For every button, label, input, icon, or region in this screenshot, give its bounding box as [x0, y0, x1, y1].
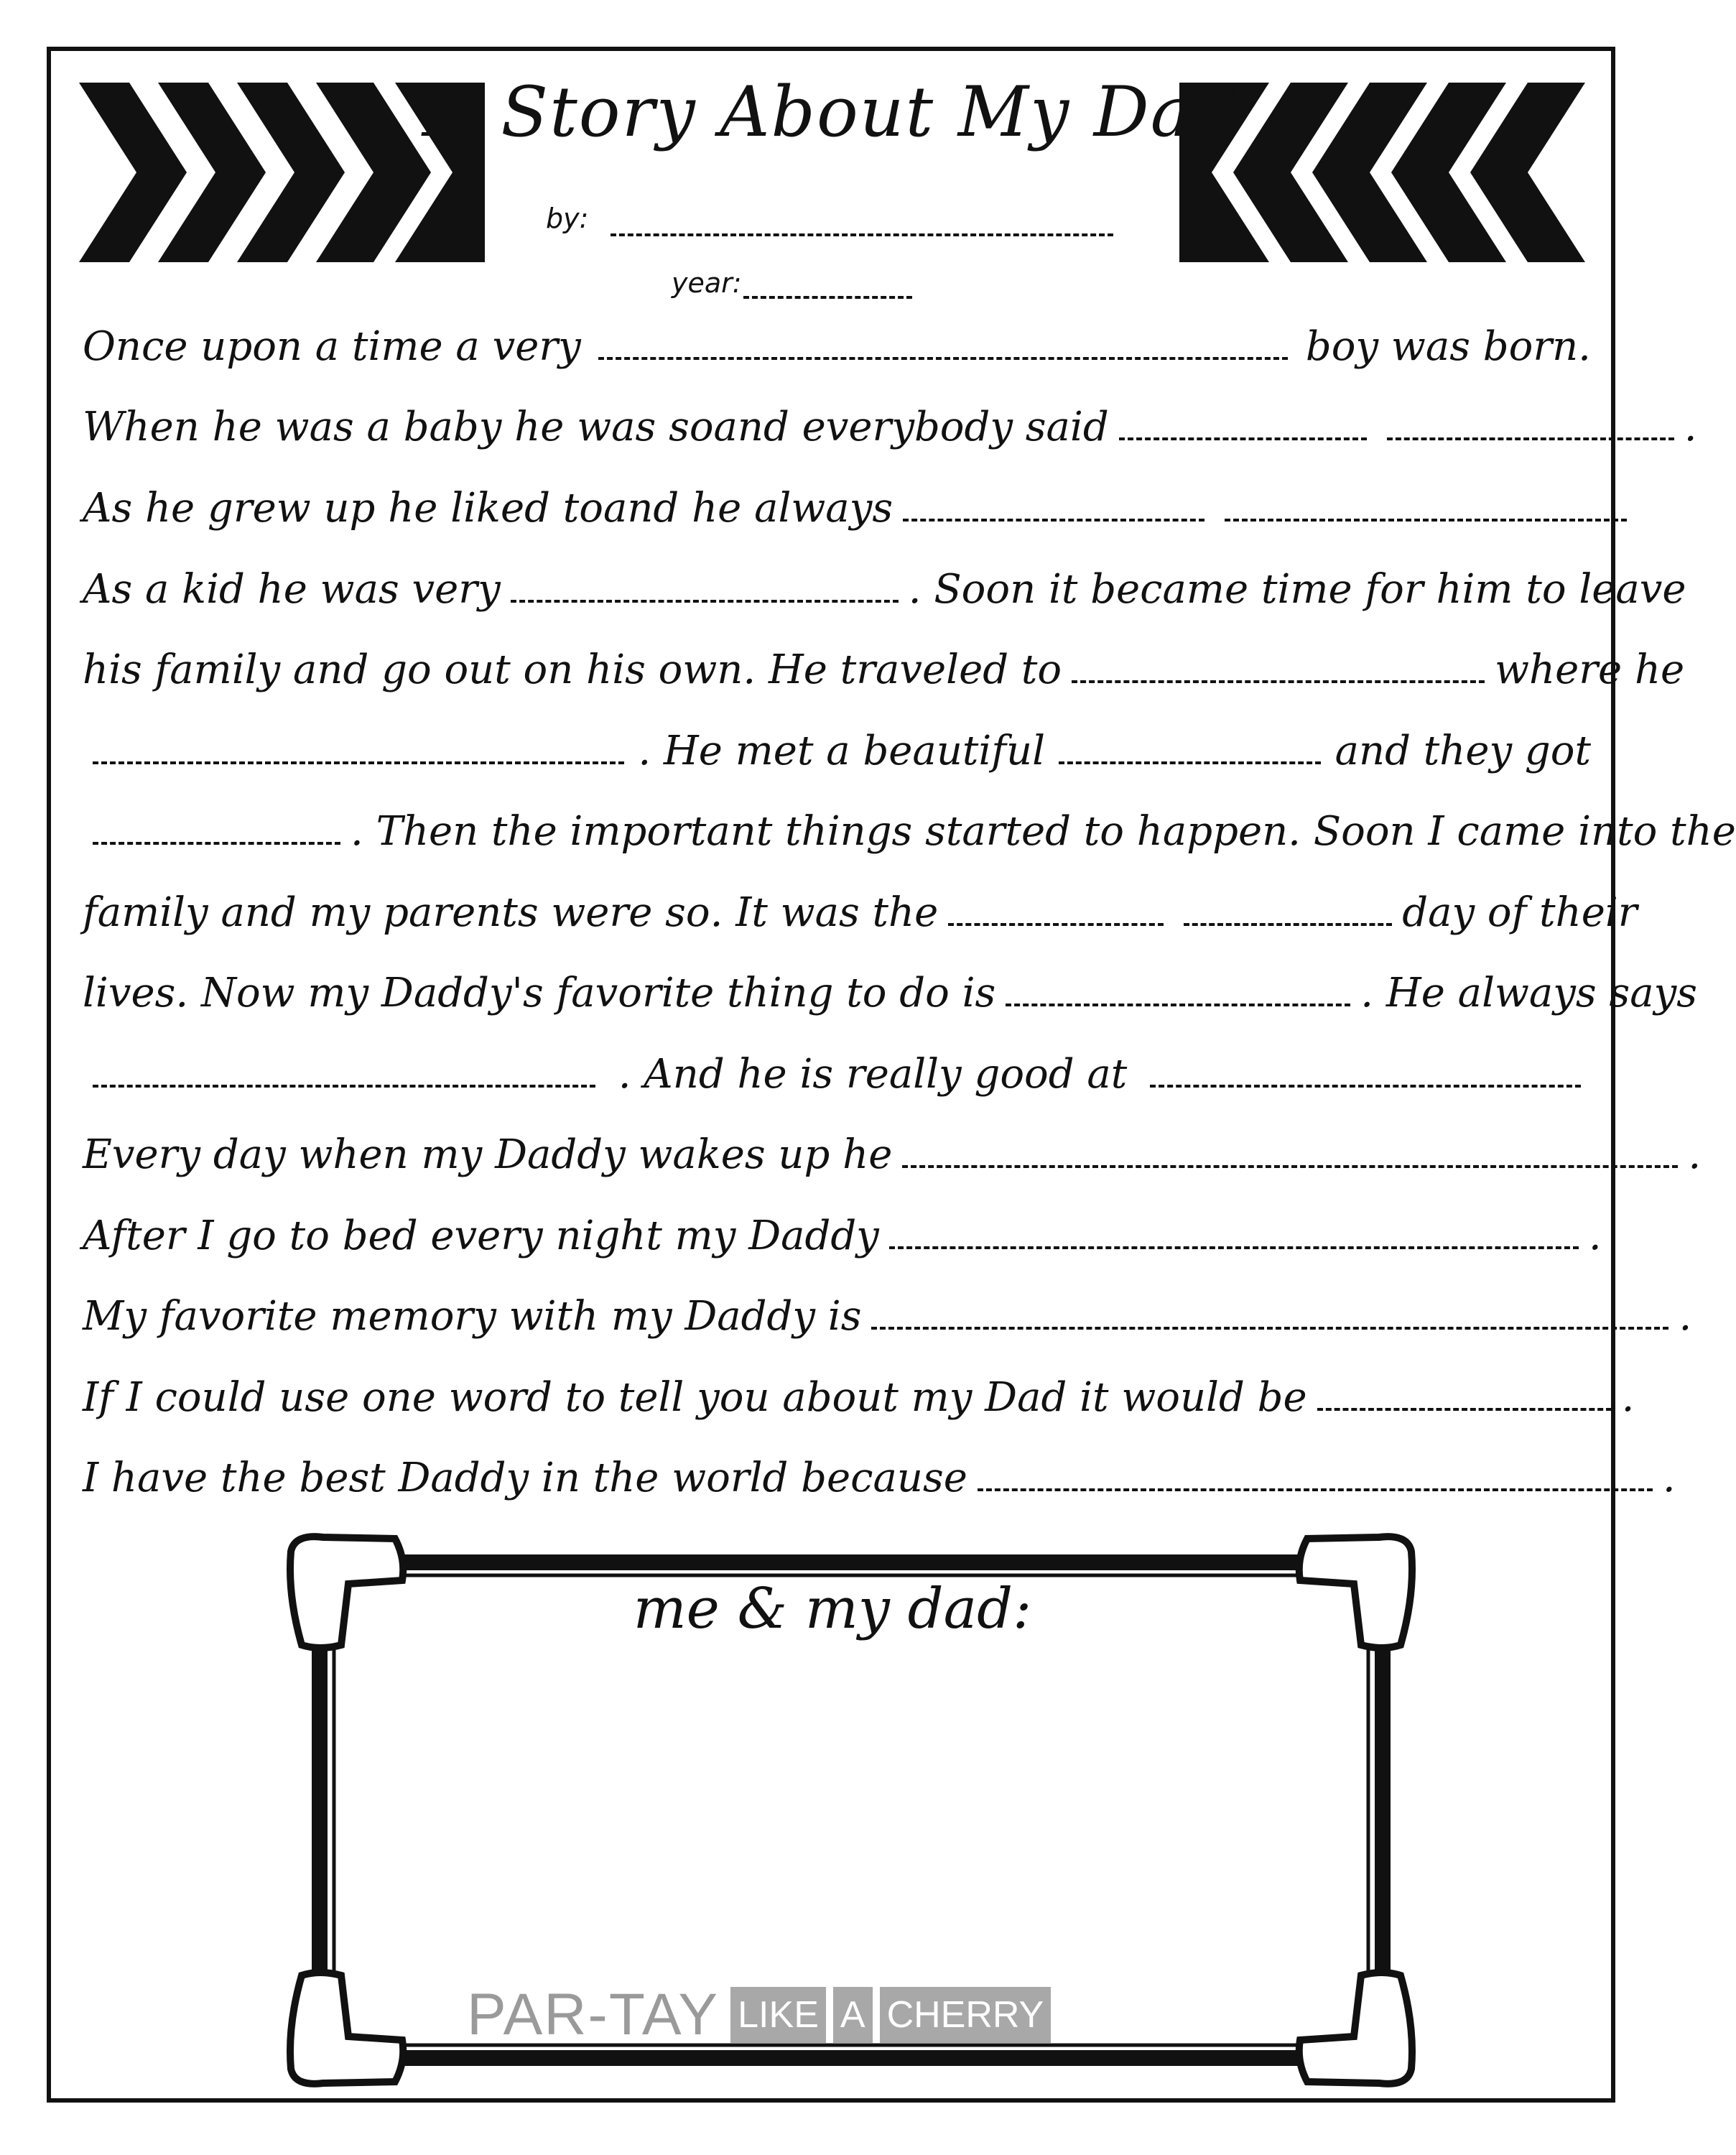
story-line	[83, 955, 1697, 1016]
year-blank[interactable]	[743, 296, 912, 299]
story-text: After I go to bed every night my Daddy	[83, 1213, 879, 1259]
fill-in-blank[interactable]	[598, 357, 1288, 360]
fill-in-blank[interactable]	[1225, 519, 1627, 522]
fill-in-blank[interactable]	[93, 1085, 595, 1088]
story-text: As a kid he was very	[83, 566, 501, 613]
story-text: Once upon a time a very	[83, 323, 581, 370]
story-line	[83, 794, 1736, 855]
story-text: As he grew up he liked to	[83, 485, 603, 532]
fill-in-blank[interactable]	[93, 842, 340, 845]
logo-banner-flag: CHERRY	[880, 1987, 1052, 2043]
story-text: . Then the important things started to happen. Soon I came into the	[351, 808, 1736, 855]
story-line	[83, 1198, 1602, 1259]
fill-in-blank[interactable]	[902, 1165, 1678, 1168]
fill-in-blank[interactable]	[1317, 1408, 1612, 1411]
story-text: . And he is really good at	[618, 1051, 1128, 1098]
story-text: .	[1688, 1131, 1702, 1178]
by-blank[interactable]	[611, 233, 1113, 236]
fill-in-blank[interactable]	[1072, 680, 1485, 683]
fill-in-blank[interactable]	[978, 1488, 1653, 1491]
story-text: .	[1684, 404, 1697, 450]
story-line	[83, 713, 1591, 774]
logo-banner-flag: A	[833, 1987, 873, 2043]
page-title: A Story About My Dad	[426, 72, 1239, 152]
story-text: and everybody said	[713, 404, 1109, 450]
fill-in-blank[interactable]	[903, 519, 1204, 522]
fill-in-blank[interactable]	[948, 923, 1164, 926]
logo-banner-flag: LIKE	[730, 1987, 826, 2043]
story-line	[83, 1360, 1635, 1421]
frame-caption: me & my dad:	[633, 1577, 1032, 1641]
story-line	[83, 552, 1686, 613]
fill-in-blank[interactable]	[511, 600, 899, 603]
story-line	[83, 1037, 1591, 1098]
fill-in-blank[interactable]	[1119, 437, 1367, 440]
story-text: .	[1621, 1374, 1635, 1421]
story-text: boy was born.	[1305, 323, 1591, 370]
fill-in-blank[interactable]	[1184, 923, 1392, 926]
story-text: . He always says	[1360, 970, 1697, 1016]
story-text: . It was the	[710, 889, 939, 936]
year-label: year:	[672, 267, 742, 299]
story-text: My favorite memory with my Daddy is	[83, 1293, 862, 1340]
story-text: When he was a baby he was so	[83, 404, 714, 450]
story-text: lives. Now my Daddy's favorite thing to do is	[83, 970, 996, 1016]
brand-logo	[467, 1979, 1051, 2051]
story-text: family and my parents were so	[83, 889, 710, 936]
story-text: Every day when my Daddy wakes up he	[83, 1131, 893, 1178]
fill-in-blank[interactable]	[1006, 1004, 1350, 1006]
story-text: and they got	[1335, 728, 1591, 774]
story-text: I have the best Daddy in the world because	[83, 1455, 967, 1501]
fill-in-blank[interactable]	[93, 761, 624, 764]
story-text: day of their	[1402, 889, 1638, 936]
logo-text: PAR-TAY	[467, 1982, 720, 2047]
story-text: .	[1662, 1455, 1676, 1501]
fill-in-blank[interactable]	[1059, 761, 1321, 764]
story-text: his family and go out on his own. He traveled to	[83, 646, 1062, 693]
fill-in-blank[interactable]	[889, 1246, 1579, 1249]
story-line	[83, 1117, 1702, 1178]
story-line	[83, 875, 1638, 936]
story-text: . He met a beautiful	[638, 728, 1045, 774]
logo-banner	[730, 1987, 1051, 2043]
story-line	[83, 1279, 1692, 1340]
story-text: If I could use one word to tell you about my Dad it would be	[83, 1374, 1307, 1421]
story-line	[83, 632, 1685, 693]
story-text: and he always	[603, 485, 893, 532]
story-line	[83, 309, 1591, 370]
fill-in-blank[interactable]	[1150, 1085, 1581, 1088]
story-text: .	[1588, 1213, 1602, 1259]
story-text: . Soon it became time for him to leave	[908, 566, 1686, 613]
story-text: where he	[1495, 646, 1685, 693]
story-line	[83, 471, 1591, 532]
fill-in-blank[interactable]	[1387, 437, 1674, 440]
by-label: by:	[546, 203, 589, 234]
story-text: .	[1679, 1293, 1692, 1340]
story-line	[83, 389, 1697, 450]
story-line	[83, 1440, 1676, 1501]
fill-in-blank[interactable]	[871, 1327, 1668, 1330]
